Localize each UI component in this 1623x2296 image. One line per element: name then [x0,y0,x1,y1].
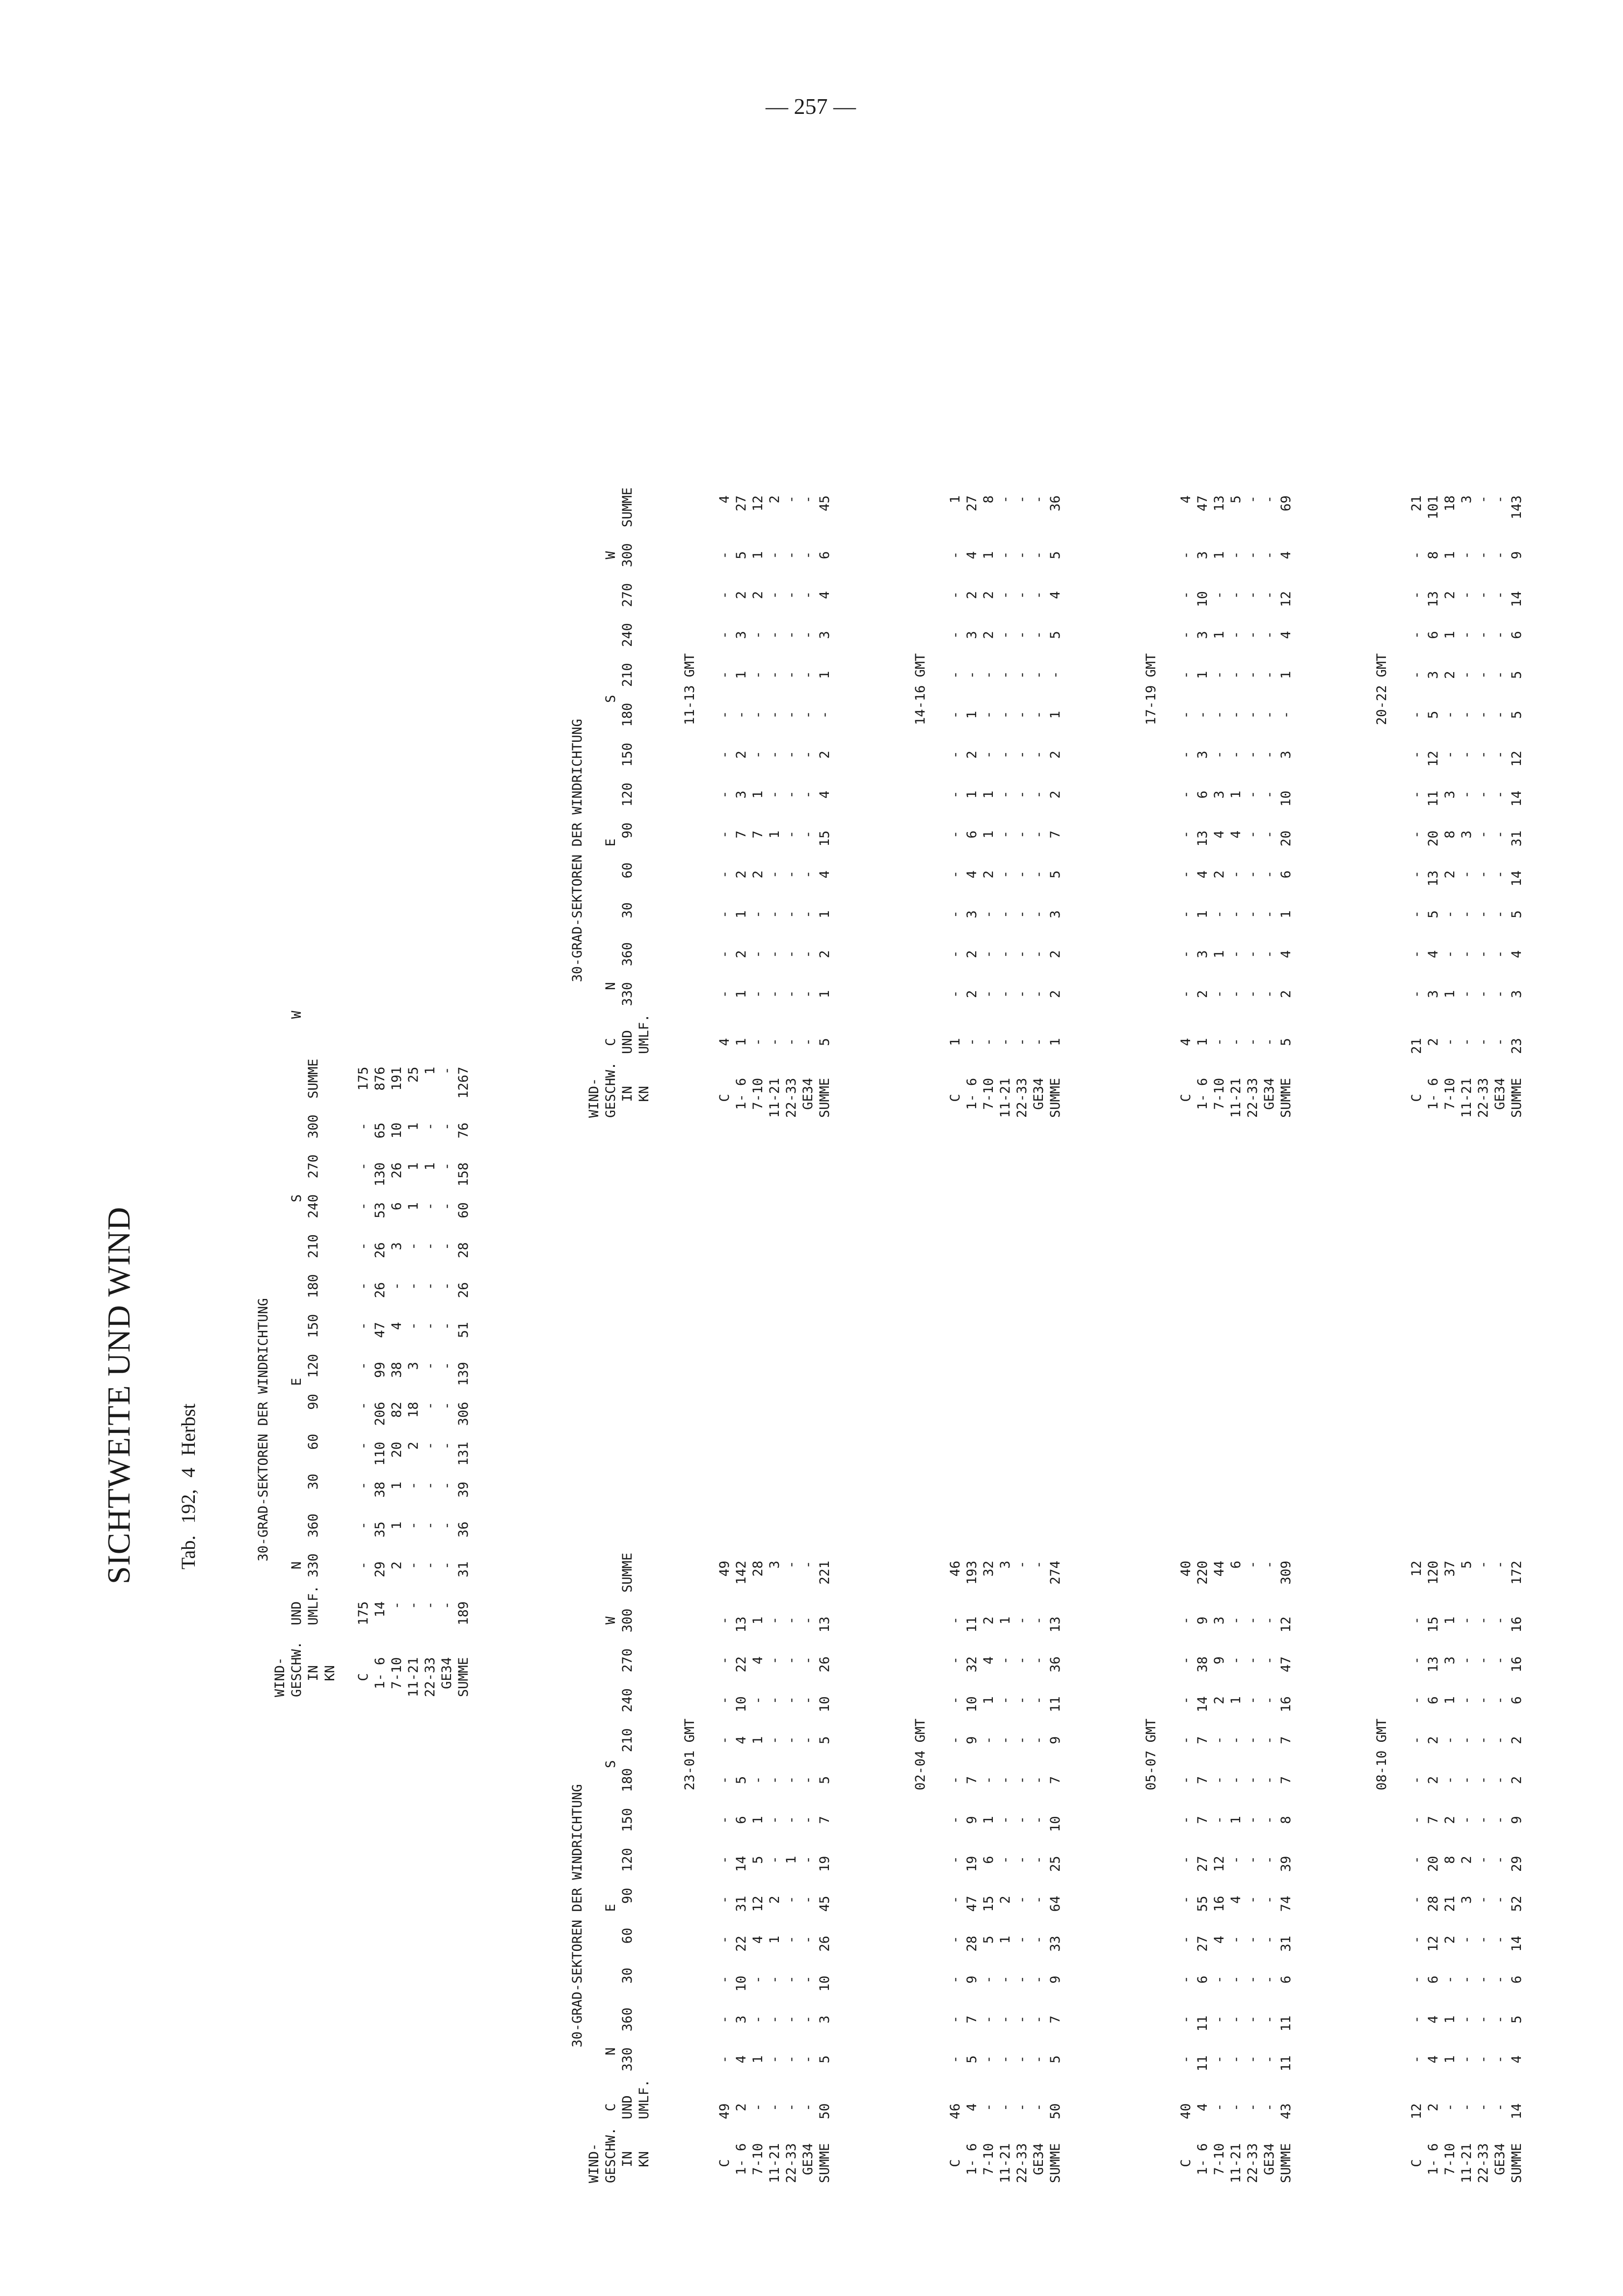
table-line: 7-10 - 2 1 1 20 82 38 4 - 3 6 26 10 191 [389,1066,404,1697]
table-line: C 1 - - - - - - - - - - - - 1 [948,495,963,1118]
table-line: GESCHW. C N E S W [603,551,618,1118]
table-line: SUMME 43 11 11 6 31 74 39 8 7 7 16 47 12 309 [1278,1561,1294,2183]
right-table-header [569,487,653,1118]
table-line: C 46 - - - - - - - - - - - - 46 [948,1561,963,2183]
table-line: 1- 6 14 29 35 38 110 206 99 47 26 26 53 130 65 876 [372,1066,388,1697]
time-block-table [947,1561,1064,2183]
table-line: 11-21 - - - - - 1 - - - - - - - 2 [767,495,782,1118]
time-block-label: 23-01 GMT [682,1718,697,1790]
time-block-label: 08-10 GMT [1374,1718,1389,1790]
table-line: KN [322,1665,338,1697]
table-line: 1- 6 2 3 4 5 13 20 11 12 5 3 6 13 8 101 [1426,495,1441,1118]
table-line: GE34 - - - - - - - - - - - - - - [800,1561,816,2183]
table-line: GESCHW. UND N E S W [289,1011,304,1697]
table-line: C 4 - - - - - - - - - - - - 4 [1178,495,1194,1118]
table-line: IN UND 330 360 30 60 90 120 150 180 210 240 270 300 SUMME [620,1552,635,2183]
table-line: 22-33 - - - - - - - - - - - 1 - 1 [423,1066,438,1697]
table-line: GE34 - - - - - - - - - - - - - - [1262,495,1277,1118]
time-block-label: 11-13 GMT [682,653,697,725]
table-line: 30-GRAD-SEKTOREN DER WINDRICHTUNG [256,1298,271,1697]
table-line: C 12 - - - - - - - - - - - - 12 [1409,1561,1424,2183]
table-line: 11-21 - - - - - 4 - 1 - - 1 - - 6 [1228,1561,1244,2183]
table-line: SUMME 50 5 3 10 26 45 19 7 5 5 10 26 13 221 [817,1561,832,2183]
table-line: 7-10 - - - - 2 7 1 - - - - 2 1 12 [750,495,766,1118]
page-number: — 257 — [766,94,856,119]
table-line: 11-21 - - - - - 4 1 - - - - - - 5 [1228,495,1244,1118]
table-line: SUMME 14 4 5 6 14 52 29 9 2 2 6 16 16 172 [1509,1561,1524,2183]
table-line: 1- 6 2 4 3 10 22 31 14 6 5 4 10 22 13 142 [734,1561,749,2183]
time-block-label: 05-07 GMT [1144,1718,1159,1790]
table-line: GE34 - - - - - - - - - - - - - - [1262,1561,1277,2183]
time-block-label: 14-16 GMT [913,653,928,725]
table-line [339,1011,355,1697]
table-line: 1- 6 4 5 7 9 28 47 19 9 7 9 10 32 11 193 [964,1561,980,2183]
table-line: 11-21 - - - - 2 18 3 - - - 1 1 1 25 [406,1066,421,1697]
table-line: KN UMLF. [637,2079,652,2183]
table-line: 22-33 - - - - - - - - - - - - - - [1245,1561,1260,2183]
table-line: 22-33 - - - - - - - - - - - - - - [1476,495,1491,1118]
table-line: WIND- [586,1078,602,1118]
time-block-table [947,495,1064,1118]
table-line: C 40 - - - - - - - - - - - - 40 [1178,1561,1194,2183]
table-line: GE34 - - - - - - - - - - - - - - [1492,1561,1508,2183]
left-table-header [569,1553,653,2183]
table-line: 7-10 - - - - 2 1 1 - - - 2 2 1 8 [981,495,996,1118]
table-line: SUMME 50 5 7 9 33 64 25 10 7 9 11 36 13 274 [1048,1561,1063,2183]
table-line: 7-10 - - - - 5 15 6 1 - - 1 4 2 32 [981,1561,996,2183]
table-line: 30-GRAD-SEKTOREN DER WINDRICHTUNG [570,1784,585,2183]
time-block-label: 02-04 GMT [913,1718,928,1790]
time-block-label: 17-19 GMT [1144,653,1159,725]
table-line: C 21 - - - - - - - - - - - - 21 [1409,495,1424,1118]
time-block-table [1409,1561,1525,2183]
time-block-table [1178,1561,1295,2183]
table-line: GE34 - - - - - - - - - - - - - - [800,495,816,1118]
table-line: 7-10 - 1 - - 2 8 3 - - 2 1 2 1 18 [1442,495,1458,1118]
table-line: 1- 6 1 2 3 1 4 13 6 3 - 1 3 10 3 47 [1195,495,1210,1118]
table-line: 22-33 - - - - - - - - - - - - - - [1245,495,1260,1118]
table-line: GE34 - - - - - - - - - - - - - - [1031,495,1046,1118]
table-line: 22-33 - - - - - - - - - - - - - - [784,495,799,1118]
table-line: 7-10 - - 1 - 2 4 3 - - - 1 - 1 13 [1212,495,1227,1118]
table-line: SUMME 5 1 2 1 4 15 4 2 - 1 3 4 6 45 [817,495,832,1118]
table-line: GESCHW. C N E S W [603,1616,618,2183]
table-line: 11-21 - - - - 1 2 - - - - - - 1 3 [998,1561,1013,2183]
table-line: C 175 - - - - - - - - - - - - 175 [356,1066,371,1697]
time-block-table [717,495,833,1118]
table-line: 1- 6 - 2 2 3 4 6 1 2 1 - 3 2 4 27 [964,495,980,1118]
table-line: SUMME 23 3 4 5 14 31 14 12 5 5 6 14 9 143 [1509,495,1524,1118]
table-line: GE34 - - - - - - - - - - - - - - [439,1066,454,1697]
table-line: 30-GRAD-SEKTOREN DER WINDRICHTUNG [570,719,585,1118]
table-line: IN UMLF. 330 360 30 60 90 120 150 180 210 240 270 300 SUMME [306,1058,321,1697]
table-line: SUMME 1 2 2 3 5 7 2 2 1 - 5 4 5 36 [1048,495,1063,1118]
time-block-table [1178,495,1295,1118]
table-line: KN UMLF. [637,1014,652,1118]
table-line: 1- 6 2 4 4 6 12 28 20 7 2 2 6 13 15 120 [1426,1561,1441,2183]
table-line: 22-33 - - - - - - 1 - - - - - - - [784,1561,799,2183]
table-line: IN UND 330 360 30 60 90 120 150 180 210 240 270 300 SUMME [620,487,635,1118]
table-line: 1- 6 1 1 2 1 2 7 3 2 - 1 3 2 5 27 [734,495,749,1118]
table-line: 22-33 - - - - - - - - - - - - - - [1014,1561,1030,2183]
table-line: WIND- [272,1657,288,1697]
table-line: C 4 - - - - - - - - - - - - 4 [717,495,732,1118]
table-line: 22-33 - - - - - - - - - - - - - - [1476,1561,1491,2183]
table-line: SUMME 5 2 4 1 6 20 10 3 - 1 4 12 4 69 [1278,495,1294,1118]
table-line: WIND- [586,2143,602,2183]
time-block-table [717,1561,833,2183]
table-line: 7-10 - - - - 4 16 12 - - - 2 9 3 44 [1212,1561,1227,2183]
table-line: 11-21 - - - - - - - - - - - - - - [998,495,1013,1118]
table-line: 7-10 - 1 - - 4 12 5 1 - 1 - 4 1 28 [750,1561,766,2183]
table-line: 1- 6 4 11 11 6 27 55 27 7 7 7 14 38 9 220 [1195,1561,1210,2183]
table-line: SUMME 189 31 36 39 131 306 139 51 26 28 60 158 76 1267 [456,1066,471,1697]
table-caption: Tab. 192, 4 Herbst [177,1403,199,1569]
table-line: GE34 - - - - - - - - - - - - - - [1031,1561,1046,2183]
main-title: SICHTWEITE UND WIND [101,1206,137,1584]
time-block-label: 20-22 GMT [1374,653,1389,725]
table-line: 11-21 - - - - - 3 - - - - - - - 3 [1459,495,1474,1118]
table-line: 11-21 - - - - - 3 2 - - - - - - 5 [1459,1561,1474,2183]
table-line: 22-33 - - - - - - - - - - - - - - [1014,495,1030,1118]
table-line: 11-21 - - - - 1 2 - - - - - - - 3 [767,1561,782,2183]
table-line: GE34 - - - - - - - - - - - - - - [1492,495,1508,1118]
table-line: C 49 - - - - - - - - - - - - 49 [717,1561,732,2183]
summary-table [255,1011,472,1697]
time-block-table [1409,495,1525,1118]
table-line: 7-10 - 1 1 - 2 21 8 2 - - 1 3 1 37 [1442,1561,1458,2183]
